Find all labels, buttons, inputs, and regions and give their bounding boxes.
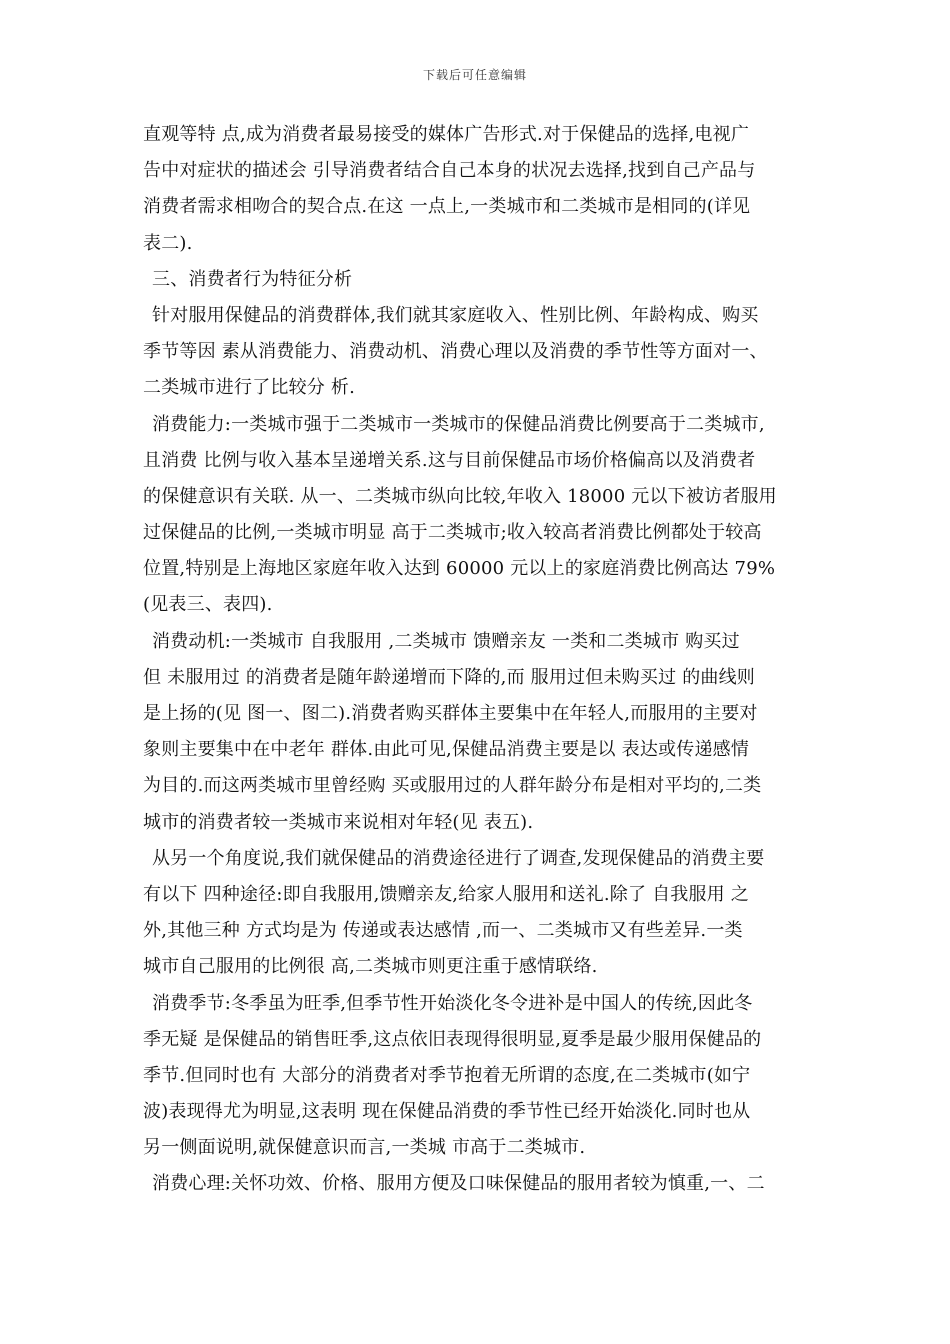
text-line: 消费心理:关怀功效、价格、服用方便及口味保健品的服用者较为慎重,一、二 <box>152 1173 765 1195</box>
text-line: 波)表现得尤为明显,这表明 现在保健品消费的季节性已经开始淡化.同时也从 <box>143 1101 751 1123</box>
text-line: 消费者需求相吻合的契合点.在这 一点上,一类城市和二类城市是相同的(详见 <box>143 196 751 218</box>
text-line: 另一侧面说明,就保健意识而言,一类城 市高于二类城市. <box>143 1137 586 1159</box>
text-line: 二类城市进行了比较分 析. <box>143 377 356 399</box>
section-heading: 三、消费者行为特征分析 <box>152 268 353 290</box>
text-line: 城市自己服用的比例很 高,二类城市则更注重于感情联络. <box>143 956 598 978</box>
text-line: 季节等因 素从消费能力、消费动机、消费心理以及消费的季节性等方面对一、 <box>143 341 768 363</box>
page-header: 下载后可任意编辑 <box>422 68 527 82</box>
text-line: 消费动机:一类城市 自我服用 ,二类城市 馈赠亲友 一类和二类城市 购买过 <box>152 630 740 652</box>
text-line: 是上扬的(见 图一、图二).消费者购买群体主要集中在年轻人,而服用的主要对 <box>143 703 758 724</box>
text-line: (见表三、表四). <box>143 594 273 616</box>
text-line: 位置,特别是上海地区家庭年收入达到 60000 元以上的家庭消费比例高达 79% <box>143 558 776 580</box>
document-body <box>143 117 811 1203</box>
text-line: 表二). <box>143 232 193 254</box>
text-line: 为目的.而这两类城市里曾经购 买或服用过的人群年龄分布是相对平均的,二类 <box>143 775 762 797</box>
text-line: 消费能力:一类城市强于二类城市一类城市的保健品消费比例要高于二类城市, <box>152 413 765 435</box>
text-line: 消费季节:冬季虽为旺季,但季节性开始淡化冬令进补是中国人的传统,因此冬 <box>152 992 753 1014</box>
text-line: 过保健品的比例,一类城市明显 高于二类城市;收入较高者消费比例都处于较高 <box>143 522 762 544</box>
text-line: 季无疑 是保健品的销售旺季,这点依旧表现得很明显,夏季是最少服用保健品的 <box>143 1028 762 1050</box>
text-line: 告中对症状的描述会 引导消费者结合自己本身的状况去选择,找到自己产品与 <box>143 160 756 182</box>
text-line: 外,其他三种 方式均是为 传递或表达感情 ,而一、二类城市又有些差异.一类 <box>143 920 743 942</box>
text-line: 且消费 比例与收入基本呈递增关系.这与目前保健品市场价格偏高以及消费者 <box>143 449 756 471</box>
text-line: 但 未服用过 的消费者是随年龄递增而下降的,而 服用过但未购买过 的曲线则 <box>143 666 756 688</box>
text-line: 象则主要集中在中老年 群体.由此可见,保健品消费主要是以 表达或传递感情 <box>143 739 750 761</box>
text-line: 直观等特 点,成为消费者最易接受的媒体广告形式.对于保健品的选择,电视广 <box>143 124 750 145</box>
text-line: 季节.但同时也有 大部分的消费者对季节抱着无所谓的态度,在二类城市(如宁 <box>143 1064 751 1086</box>
text-line: 城市的消费者较一类城市来说相对年轻(见 表五). <box>143 811 534 833</box>
text-line: 从另一个角度说,我们就保健品的消费途径进行了调查,发现保健品的消费主要 <box>152 847 765 869</box>
text-line: 的保健意识有关联. 从一、二类城市纵向比较,年收入 18000 元以下被访者服用 <box>143 485 777 507</box>
text-line: 针对服用保健品的消费群体,我们就其家庭收入、性别比例、年龄构成、购买 <box>152 304 759 326</box>
text-line: 有以下 四种途径:即自我服用,馈赠亲友,给家人服用和送礼.除了 自我服用 之 <box>143 883 749 905</box>
